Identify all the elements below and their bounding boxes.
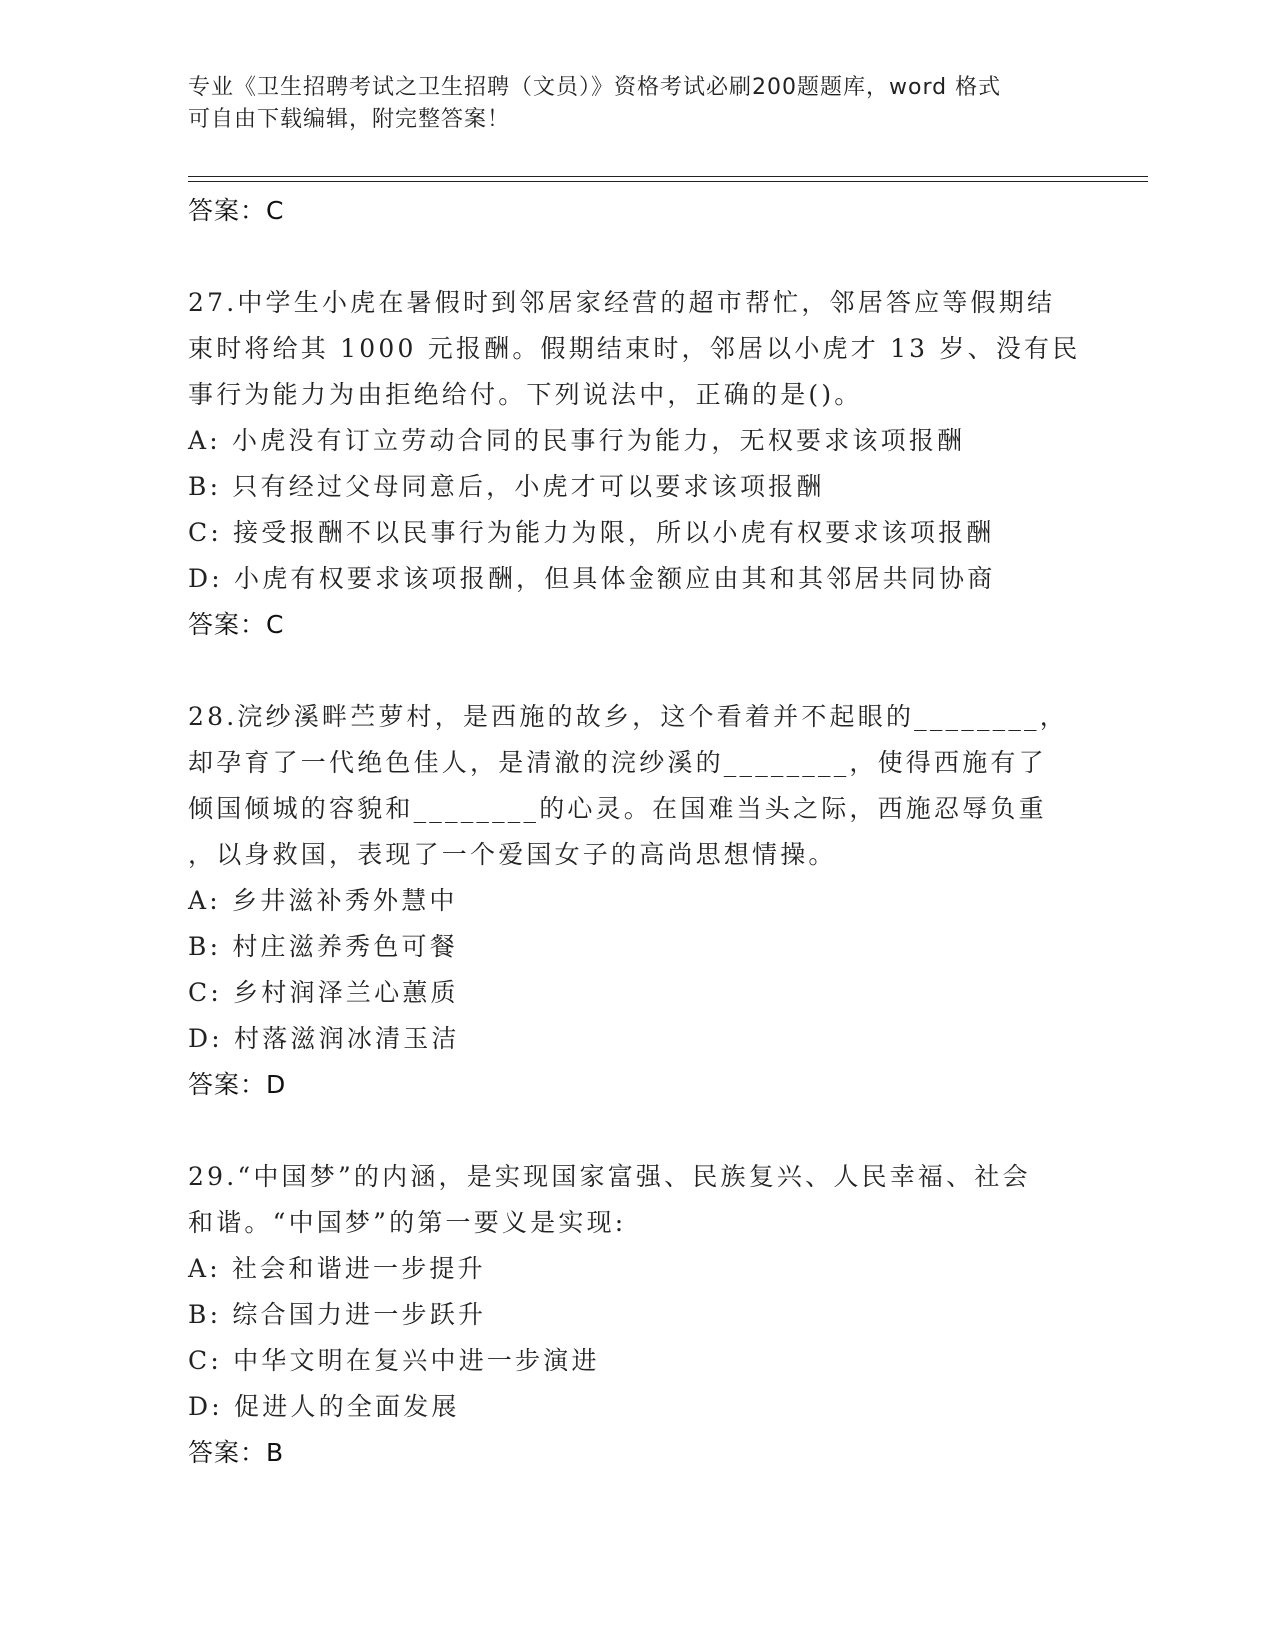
- question-28: [188, 694, 1088, 1108]
- header-divider: [188, 176, 1148, 182]
- option-b: B: 综合国力进一步跃升: [188, 1300, 487, 1329]
- previous-answer: 答案：C: [188, 196, 285, 225]
- question-stem-line: 29.“中国梦”的内涵，是实现国家富强、民族复兴、人民幸福、社会: [188, 1162, 1031, 1191]
- option-b: B: 村庄滋养秀色可餐: [188, 932, 458, 961]
- option-d: D: 村落滋润冰清玉洁: [188, 1024, 460, 1053]
- header-title-line-1: 专业《卫生招聘考试之卫生招聘（文员）》资格考试必刷200题题库，word 格式: [188, 75, 1002, 100]
- option-c: C: 乡村润泽兰心蕙质: [188, 978, 459, 1007]
- question-stem-line: 却孕育了一代绝色佳人，是清澈的浣纱溪的________，使得西施有了: [188, 748, 1047, 777]
- option-a: A: 小虎没有订立劳动合同的民事行为能力，无权要求该项报酬: [188, 426, 966, 455]
- question-stem-line: 束时将给其 1000 元报酬。假期结束时，邻居以小虎才 13 岁、没有民: [188, 334, 1081, 363]
- question-stem-line: 倾国倾城的容貌和________的心灵。在国难当头之际，西施忍辱负重: [188, 794, 1047, 823]
- page-header: [188, 72, 1068, 136]
- option-a: A: 乡井滋补秀外慧中: [188, 886, 458, 915]
- spacer: [188, 648, 1088, 694]
- header-title-line-2: 可自由下载编辑，附完整答案！: [188, 107, 511, 132]
- option-c: C: 接受报酬不以民事行为能力为限，所以小虎有权要求该项报酬: [188, 518, 995, 547]
- answer-label: 答案：D: [188, 1070, 287, 1099]
- answer-label: 答案：C: [188, 610, 285, 639]
- question-stem-line: ，以身救国，表现了一个爱国女子的高尚思想情操。: [188, 840, 837, 869]
- option-a: A: 社会和谐进一步提升: [188, 1254, 486, 1283]
- question-29: [188, 1154, 1088, 1476]
- question-stem-line: 27.中学生小虎在暑假时到邻居家经营的超市帮忙，邻居答应等假期结: [188, 288, 1056, 317]
- question-stem-line: 和谐。“中国梦”的第一要义是实现:: [188, 1208, 627, 1237]
- question-27: [188, 280, 1088, 648]
- option-c: C: 中华文明在复兴中进一步演进: [188, 1346, 600, 1375]
- document-body: [188, 188, 1088, 1476]
- question-stem-line: 28.浣纱溪畔苎萝村，是西施的故乡，这个看着并不起眼的________，: [188, 702, 1068, 731]
- spacer: [188, 234, 1088, 280]
- option-b: B: 只有经过父母同意后，小虎才可以要求该项报酬: [188, 472, 825, 501]
- option-d: D: 小虎有权要求该项报酬，但具体金额应由其和其邻居共同协商: [188, 564, 996, 593]
- spacer: [188, 1108, 1088, 1154]
- option-d: D: 促进人的全面发展: [188, 1392, 460, 1421]
- answer-label: 答案：B: [188, 1438, 285, 1467]
- question-stem-line: 事行为能力为由拒绝给付。下列说法中，正确的是()。: [188, 380, 863, 409]
